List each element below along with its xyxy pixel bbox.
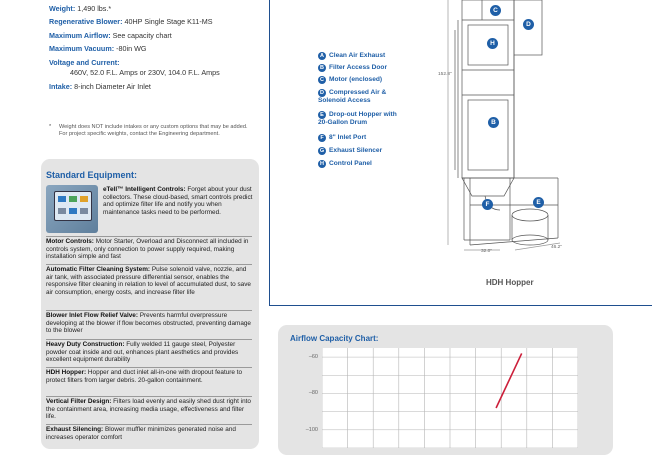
std-separator: [46, 396, 252, 397]
std-separator: [46, 264, 252, 265]
std-item-relief-valve: Blower Inlet Flow Relief Valve: Prevents harmful overpressure developing at the blower if flow becomes obstructed, preventing damage to the blower: [46, 312, 251, 335]
legend-item-c: C Motor (enclosed): [320, 76, 383, 83]
std-separator: [46, 424, 252, 425]
dimension-width: 46.2": [551, 245, 563, 250]
legend-item-g: G Exhaust Silencer: [319, 147, 383, 154]
y-tick-label: –80: [308, 390, 318, 397]
y-tick-label: –100: [305, 426, 318, 433]
column-divider: [269, 0, 270, 305]
drawing-caption: HDH Hopper: [486, 278, 534, 287]
legend-item-f: F 8" Inlet Port: [318, 134, 366, 142]
airflow-curve: [496, 353, 522, 408]
callout-c: C: [490, 5, 501, 16]
legend-item-d: D Compressed Air & Solenoid Access: [318, 89, 387, 104]
dimension-height: 152.8": [438, 72, 452, 77]
callout-h: H: [487, 38, 498, 49]
std-item-exhaust-silencing: Exhaust Silencing: Blower muffler minimizes generated noise and increases operator comfort: [46, 426, 236, 441]
spec-airflow: Maximum Airflow: See capacity chart: [49, 31, 172, 40]
y-tick-label: –60: [308, 354, 318, 361]
section-divider: [269, 305, 652, 306]
legend-item-a: A Clean Air Exhaust: [320, 52, 386, 59]
std-item-vertical-filter: Vertical Filter Design: Filters load evenly and easily shed dust right into the containment area, increasing media usage, effectiveness and filter life.: [46, 398, 251, 421]
dust-collector-drawing: [430, 0, 580, 270]
std-item-filter-cleaning: Automatic Filter Cleaning System: Pulse solenoid valve, nozzle, and air tank, with associated pressure differential sensor, enables the responsive filter cleaning in relation to level of accumulated dust, to save air consumption, energy costs, and increase filter life: [46, 266, 251, 296]
legend-item-b: B Filter Access Door: [320, 64, 388, 71]
legend-item-e: E Drop-out Hopper with 20-Gallon Drum: [318, 111, 397, 126]
callout-e: E: [533, 197, 544, 208]
spec-weight: Weight: 1,490 lbs.*: [49, 4, 112, 13]
std-item-etell: eTell™ Intelligent Controls: Forget about your dust collectors. These cloud-based, smart controls predict and optimize filter life and notify you when maintenance tasks need to be performed.: [103, 186, 253, 216]
tablet-screen: [54, 191, 92, 221]
std-separator: [46, 236, 252, 237]
std-item-motor-controls: Motor Controls: Motor Starter, Overload and Disconnect all included in controls system, only connection to power supply required, making installation simple and fast: [46, 238, 249, 261]
callout-b: B: [488, 117, 499, 128]
airflow-chart: [322, 348, 578, 448]
etell-tablet-image: [46, 185, 98, 233]
legend-item-h: H Control Panel: [320, 160, 372, 167]
std-separator: [46, 339, 252, 340]
callout-d: D: [523, 19, 534, 30]
spec-blower: Regenerative Blower: 40HP Single Stage K11-MS: [49, 17, 213, 26]
std-item-construction: Heavy Duty Construction: Fully welded 11 gauge steel, Polyester powder coat inside and out, enhances plant aesthetics and provides excellent equipment durability: [46, 341, 239, 364]
chart-title: Airflow Capacity Chart:: [290, 334, 379, 343]
std-item-hdh-hopper: HDH Hopper: Hopper and duct inlet all-in-one with dropout feature to protect filters from larger debris. 20-gallon containment.: [46, 369, 243, 384]
spec-vacuum: Maximum Vacuum: -80in WG: [49, 44, 147, 53]
spec-voltage-value: 460V, 52.0 F.L. Amps or 230V, 104.0 F.L. Amps: [70, 68, 220, 77]
std-separator: [46, 310, 252, 311]
dimension-depth: 32.0": [481, 249, 493, 254]
standard-equipment-title: Standard Equipment:: [46, 170, 138, 180]
callout-f: F: [482, 199, 493, 210]
spec-voltage-label: Voltage and Current:: [49, 58, 120, 67]
spec-intake: Intake: 8-inch Diameter Air Inlet: [49, 82, 151, 91]
std-separator: [46, 367, 252, 368]
